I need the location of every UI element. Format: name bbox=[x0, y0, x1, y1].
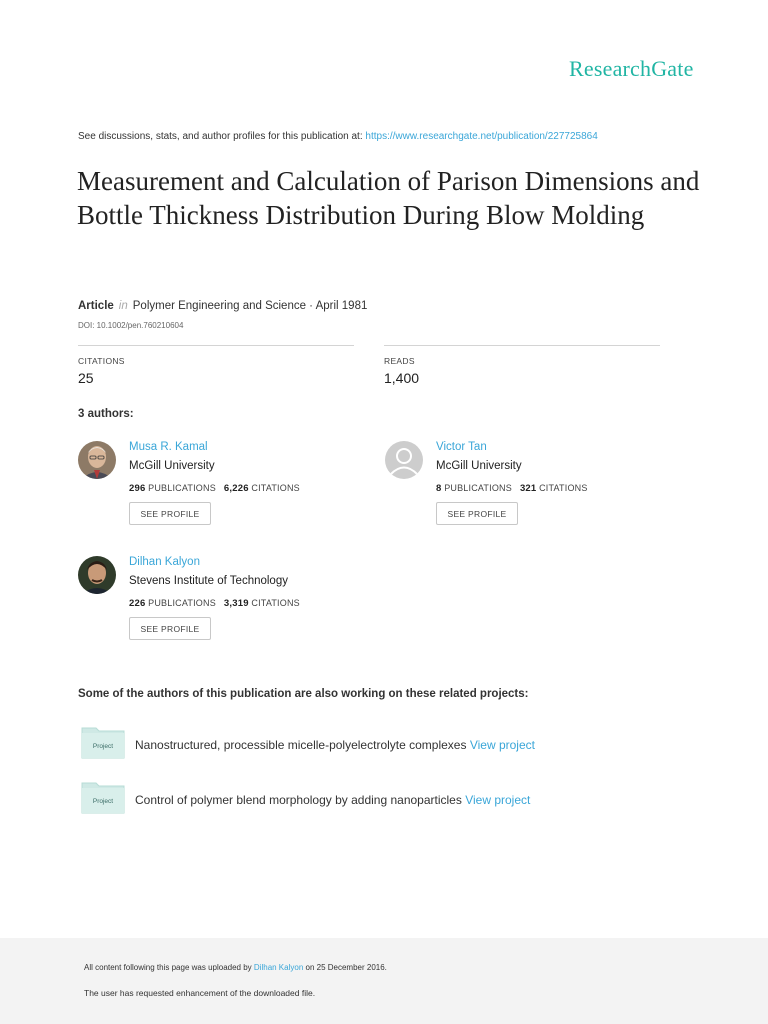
reads-value: 1,400 bbox=[384, 370, 420, 386]
publications-label: PUBLICATIONS bbox=[148, 483, 216, 493]
publications-count: 8 bbox=[436, 483, 442, 494]
intro-text: See discussions, stats, and author profiles for this publication at: bbox=[78, 131, 363, 142]
author-institution: McGill University bbox=[436, 460, 522, 472]
see-profile-button[interactable]: SEE PROFILE bbox=[436, 502, 518, 525]
view-project-link[interactable]: View project bbox=[465, 793, 531, 807]
project-folder-icon[interactable] bbox=[81, 780, 125, 814]
author-institution: McGill University bbox=[129, 460, 215, 472]
project-text bbox=[135, 738, 535, 752]
author-stats bbox=[129, 598, 300, 609]
upload-note bbox=[84, 963, 387, 972]
upload-prefix: All content following this page was uploaded by bbox=[84, 963, 252, 972]
publication-url-line bbox=[78, 131, 598, 142]
author-avatar[interactable] bbox=[78, 441, 116, 479]
uploader-link[interactable]: Dilhan Kalyon bbox=[253, 963, 304, 972]
citations-count: 321 bbox=[519, 483, 537, 494]
project-text bbox=[135, 793, 530, 807]
reads-label: READS bbox=[384, 356, 415, 366]
citations-stat bbox=[78, 345, 354, 386]
publications-label: PUBLICATIONS bbox=[148, 598, 216, 608]
author-name[interactable]: Dilhan Kalyon bbox=[129, 556, 200, 568]
publication-title: Measurement and Calculation of Parison Dimensions and Bottle Thickness Distribution During Blow Molding bbox=[77, 166, 700, 230]
citations-count: 6,226 bbox=[223, 483, 249, 494]
publications-count: 296 bbox=[129, 483, 146, 494]
project-icon-label: Project bbox=[92, 743, 114, 750]
project-title: Nanostructured, processible micelle-polyelectrolyte complexes bbox=[135, 738, 467, 752]
publication-type: Article bbox=[78, 300, 114, 312]
citations-label: CITATIONS bbox=[251, 598, 300, 608]
footer bbox=[0, 938, 768, 1024]
citations-count: 3,319 bbox=[223, 598, 249, 609]
author-avatar[interactable] bbox=[78, 556, 116, 594]
author-name[interactable]: Musa R. Kamal bbox=[129, 441, 208, 453]
reads-stat bbox=[384, 345, 660, 386]
in-word: in bbox=[118, 300, 128, 312]
publication-venue[interactable]: Polymer Engineering and Science · April 1981 bbox=[132, 300, 368, 312]
publication-doi: DOI: 10.1002/pen.760210604 bbox=[78, 321, 184, 330]
view-project-link[interactable]: View project bbox=[469, 738, 535, 752]
researchgate-logo[interactable]: ResearchGate bbox=[569, 56, 694, 81]
related-projects-heading: Some of the authors of this publication are also working on these related projects: bbox=[78, 688, 529, 700]
project-title: Control of polymer blend morphology by adding nanoparticles bbox=[135, 793, 462, 807]
author-stats bbox=[436, 483, 588, 494]
project-folder-icon[interactable] bbox=[81, 725, 125, 759]
see-profile-button[interactable]: SEE PROFILE bbox=[129, 617, 211, 640]
author-name[interactable]: Victor Tan bbox=[436, 441, 487, 453]
author-institution: Stevens Institute of Technology bbox=[129, 575, 288, 587]
publication-url-link[interactable]: https://www.researchgate.net/publication/227725864 bbox=[365, 131, 598, 142]
citations-label: CITATIONS bbox=[251, 483, 300, 493]
author-stats bbox=[129, 483, 300, 494]
publications-count: 226 bbox=[129, 598, 146, 609]
project-icon-label: Project bbox=[92, 798, 114, 805]
publications-label: PUBLICATIONS bbox=[444, 483, 512, 493]
citations-value: 25 bbox=[78, 370, 94, 386]
enhancement-note: The user has requested enhancement of the downloaded file. bbox=[84, 988, 316, 998]
see-profile-button[interactable]: SEE PROFILE bbox=[129, 502, 211, 525]
authors-heading: 3 authors: bbox=[78, 408, 134, 420]
publication-meta bbox=[78, 300, 367, 312]
citations-label: CITATIONS bbox=[539, 483, 588, 493]
default-user-icon[interactable] bbox=[385, 441, 423, 479]
citations-label: CITATIONS bbox=[78, 356, 125, 366]
upload-suffix: on 25 December 2016. bbox=[305, 963, 387, 972]
